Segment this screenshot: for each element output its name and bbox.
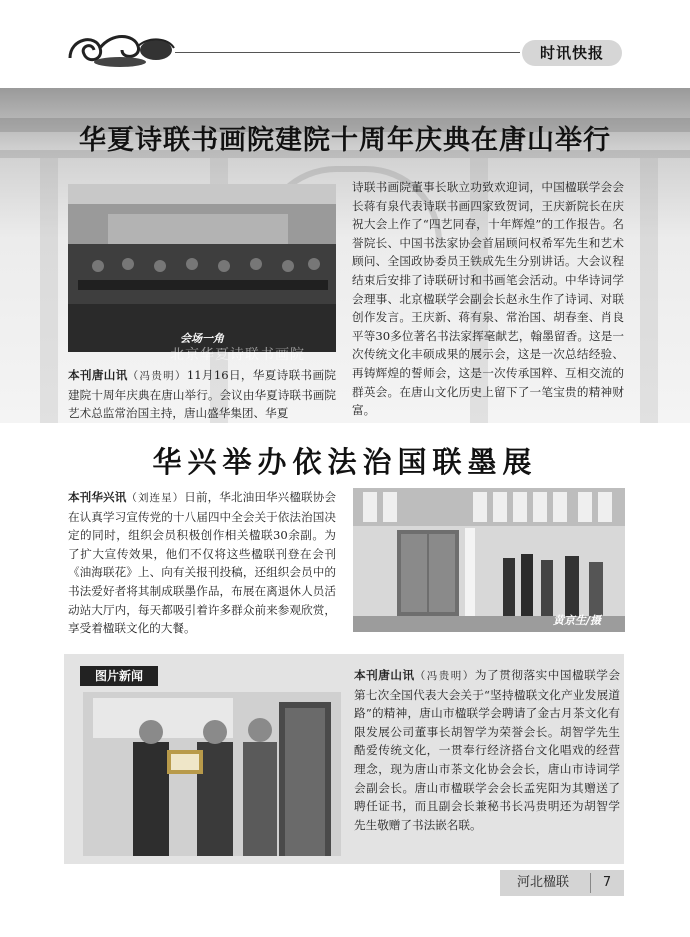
article1-author: （冯贵明） xyxy=(127,370,187,382)
exhibition-photo-credit: 黄京生/摄 xyxy=(553,614,602,627)
footer-divider xyxy=(590,873,591,893)
header-rule xyxy=(175,52,520,53)
article2-lead: 本刊华兴讯 xyxy=(68,490,127,504)
photo-news-author: （冯贵明） xyxy=(414,670,475,682)
photo-news-body xyxy=(354,666,620,834)
article1-title: 华夏诗联书画院建院十周年庆典在唐山举行 xyxy=(79,125,611,156)
meeting-photo-caption: 会场一角 xyxy=(180,332,224,345)
photo-news-tag: 图片新闻 xyxy=(80,666,158,686)
article2-title: 华兴举办依法治国联墨展 xyxy=(152,445,538,479)
article1-column-1 xyxy=(68,366,336,423)
section-tag: 时讯快报 xyxy=(522,40,622,66)
footer-magazine-name: 河北楹联 xyxy=(516,875,569,890)
decorative-ornament-icon xyxy=(60,24,180,72)
exhibition-photo xyxy=(353,488,625,632)
photo-news-lead: 本刊唐山讯 xyxy=(354,668,415,682)
article1-column-2: 诗联书画院董事长耿立功致欢迎词，中国楹联学会会长蒋有泉代表诗联书画四家致贺词，王庆新院长在庆祝大会上作了“四艺同春，十年辉煌”的工作报告。名誉院长、中国书法家协会首届顾问权希军先生和艺术顾问、全国政协委员王铁成先生分别讲话。大会议程结束后安排了诗联研讨和书画笔会活动。中华诗词学会理事、北京楹联学会副会长赵永生作了诗词、对联创作发言。王庆新、蒋有泉、常治国、胡春奎、肖良平等30多位著名书法家挥毫献艺，翰墨留香。这是一次传统文化丰硕成果的展示会，这是一次总结经验、再铸辉煌的誓师会，这是一次传承国粹、互相交流的群英会。在唐山文化历史上留下了一笔宝贵的精神财富。 xyxy=(352,180,624,418)
award-photo xyxy=(83,692,341,856)
article1-lead: 本刊唐山讯 xyxy=(68,368,128,382)
page-number: 7 xyxy=(602,875,612,890)
article2-author: （刘连星） xyxy=(126,492,185,504)
photo-news-text: 为了贯彻落实中国楹联学会第七次全国代表大会关于“坚持楹联文化产业发展道路”的精神，唐山市楹联学会聘请了金古月茶文化有限发展公司董事长胡智学为荣誉会长。胡智学先生酷爱传统文化，一贯奉行经济搭台文化唱戏的经营理念，现为唐山市茶文化协会会长，唐山市诗词学会副会长。唐山市楹联学会会长孟宪阳为其赠送了聘任证书，而且副会长兼秘书长冯贵明还为胡智学先生敬赠了书法嵌名联。 xyxy=(354,668,620,832)
article2-text: 日前，华北油田华兴楹联协会在认真学习宣传党的十八届四中全会关于依法治国决定的同时，组织会员积极创作相关楹联30余副。为了扩大宣传效果，他们不仅将这些楹联刊登在会刊《油海联花》上、向有关报刊投稿，还组织会员中的书法爱好者将其制成联墨作品，布展在离退休人员活动站大厅内，每天都吸引着许多群众前来参观欣赏，享受着楹联文化的大餐。 xyxy=(68,490,336,636)
meeting-photo xyxy=(68,184,336,352)
watermark: 北京华夏诗联书画院 xyxy=(170,347,305,363)
article2-body xyxy=(68,488,336,638)
article1-col1-text: 11月16日，华夏诗联书画院建院十周年庆典在唐山举行。会议由华夏诗联书画院艺术总监常治国主持，唐山盛华集团、华夏 xyxy=(68,368,336,421)
